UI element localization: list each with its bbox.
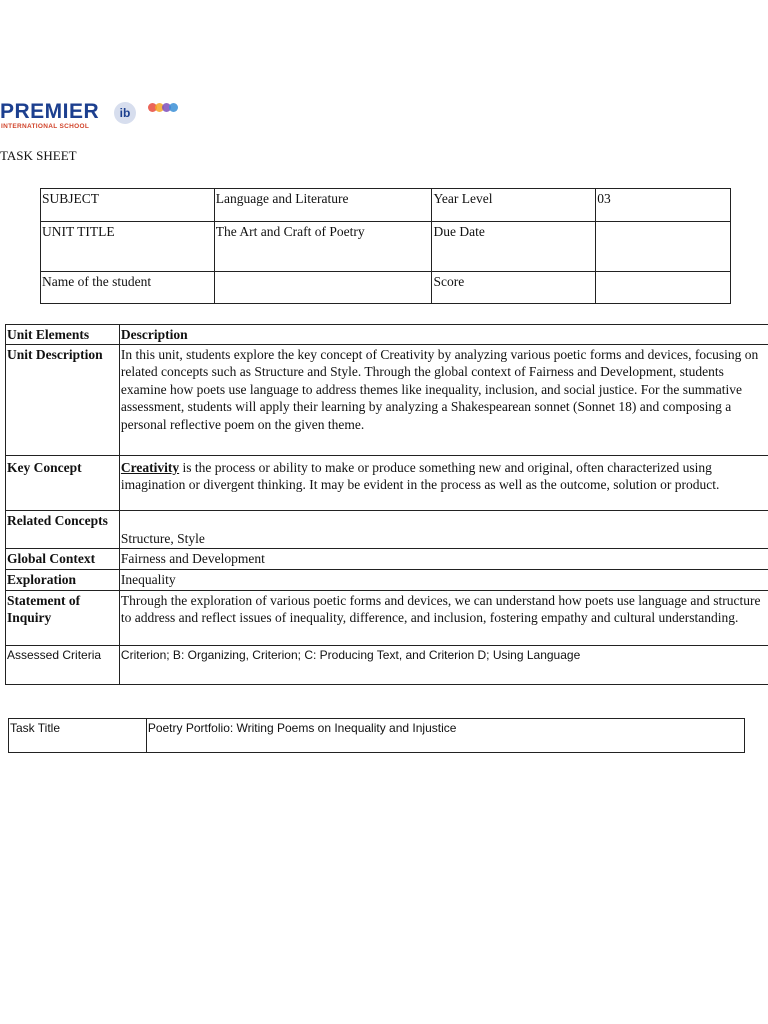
unit-description-row: [6, 344, 768, 455]
global-context-value: Fairness and Development: [119, 548, 768, 569]
year-level-label: Year Level: [432, 189, 596, 222]
task-title-table: [8, 718, 745, 753]
school-logo: [0, 94, 190, 138]
info-row-unit-title: [41, 222, 731, 272]
unit-elements-table: [5, 324, 768, 685]
exploration-row: [6, 569, 768, 590]
score-field[interactable]: [596, 272, 731, 304]
assessed-criteria-value: Criterion; B: Organizing, Criterion; C: Producing Text, and Criterion D; Using Language: [119, 645, 768, 684]
score-label: Score: [432, 272, 596, 304]
unit-title-value: The Art and Craft of Poetry: [214, 222, 432, 272]
key-concept-word: Creativity: [120, 459, 180, 475]
info-row-subject: [41, 189, 731, 222]
page-title: TASK SHEET: [0, 148, 77, 163]
assessed-criteria-label: Assessed Criteria: [6, 645, 120, 684]
task-title-label: Task Title: [9, 719, 147, 753]
related-concepts-row: [6, 510, 768, 548]
subject-value: Language and Literature: [214, 189, 432, 222]
student-name-field[interactable]: [214, 272, 432, 304]
statement-of-inquiry-row: [6, 590, 768, 645]
key-concept-label: Key Concept: [6, 455, 120, 510]
logo-brand-text: PREMIER: [0, 100, 100, 123]
subject-label: SUBJECT: [41, 189, 215, 222]
key-concept-row: [6, 455, 768, 510]
assessed-criteria-row: [6, 645, 768, 684]
logo-tagline: INTERNATIONAL SCHOOL: [1, 123, 90, 130]
global-context-row: [6, 548, 768, 569]
table-header-row: [6, 325, 768, 345]
due-date-field[interactable]: [596, 222, 731, 272]
global-context-label: Global Context: [6, 548, 120, 569]
related-concepts-value: Structure, Style: [119, 510, 768, 548]
statement-of-inquiry-label: Statement of Inquiry: [6, 590, 120, 645]
year-level-value: 03: [596, 189, 731, 222]
task-title-row: [9, 719, 745, 753]
due-date-label: Due Date: [432, 222, 596, 272]
statement-of-inquiry-text: Through the exploration of various poetic forms and devices, we can understand how poets use language and structure to address and reflect issues of inequality, difference, and inclusion, fostering empathy and cultural understanding.: [119, 590, 768, 645]
ib-logo-icon: ib: [114, 102, 136, 124]
student-name-label: Name of the student: [41, 272, 215, 304]
partner-logo-icon: [148, 100, 176, 116]
key-concept-cell: [119, 455, 768, 510]
key-concept-text: is the process or ability to make or produce something new and original, often characterized using imagination or divergent thinking. It may be evident in the process as well as the outcome, solution or product.: [120, 459, 720, 492]
unit-description-text: In this unit, students explore the key concept of Creativity by analyzing various poetic forms and devices, focusing on related concepts such as Structure and Style. Through the global context of Fairness and Development, students examine how poets use language to address themes like inequality, inclusion, and social justice. For the summative assessment, students will apply their learning by analyzing a Shakespearean sonnet (Sonnet 18) and composing a personal reflective poem on the given theme.: [119, 344, 768, 455]
task-title-value: Poetry Portfolio: Writing Poems on Inequality and Injustice: [146, 719, 744, 753]
info-table: [40, 188, 731, 304]
description-header: Description: [119, 325, 768, 345]
unit-elements-header: Unit Elements: [6, 325, 120, 345]
exploration-value: Inequality: [119, 569, 768, 590]
related-concepts-label: Related Concepts: [6, 510, 120, 548]
info-row-student: [41, 272, 731, 304]
exploration-label: Exploration: [6, 569, 120, 590]
unit-title-label: UNIT TITLE: [41, 222, 215, 272]
unit-description-label: Unit Description: [6, 344, 120, 455]
